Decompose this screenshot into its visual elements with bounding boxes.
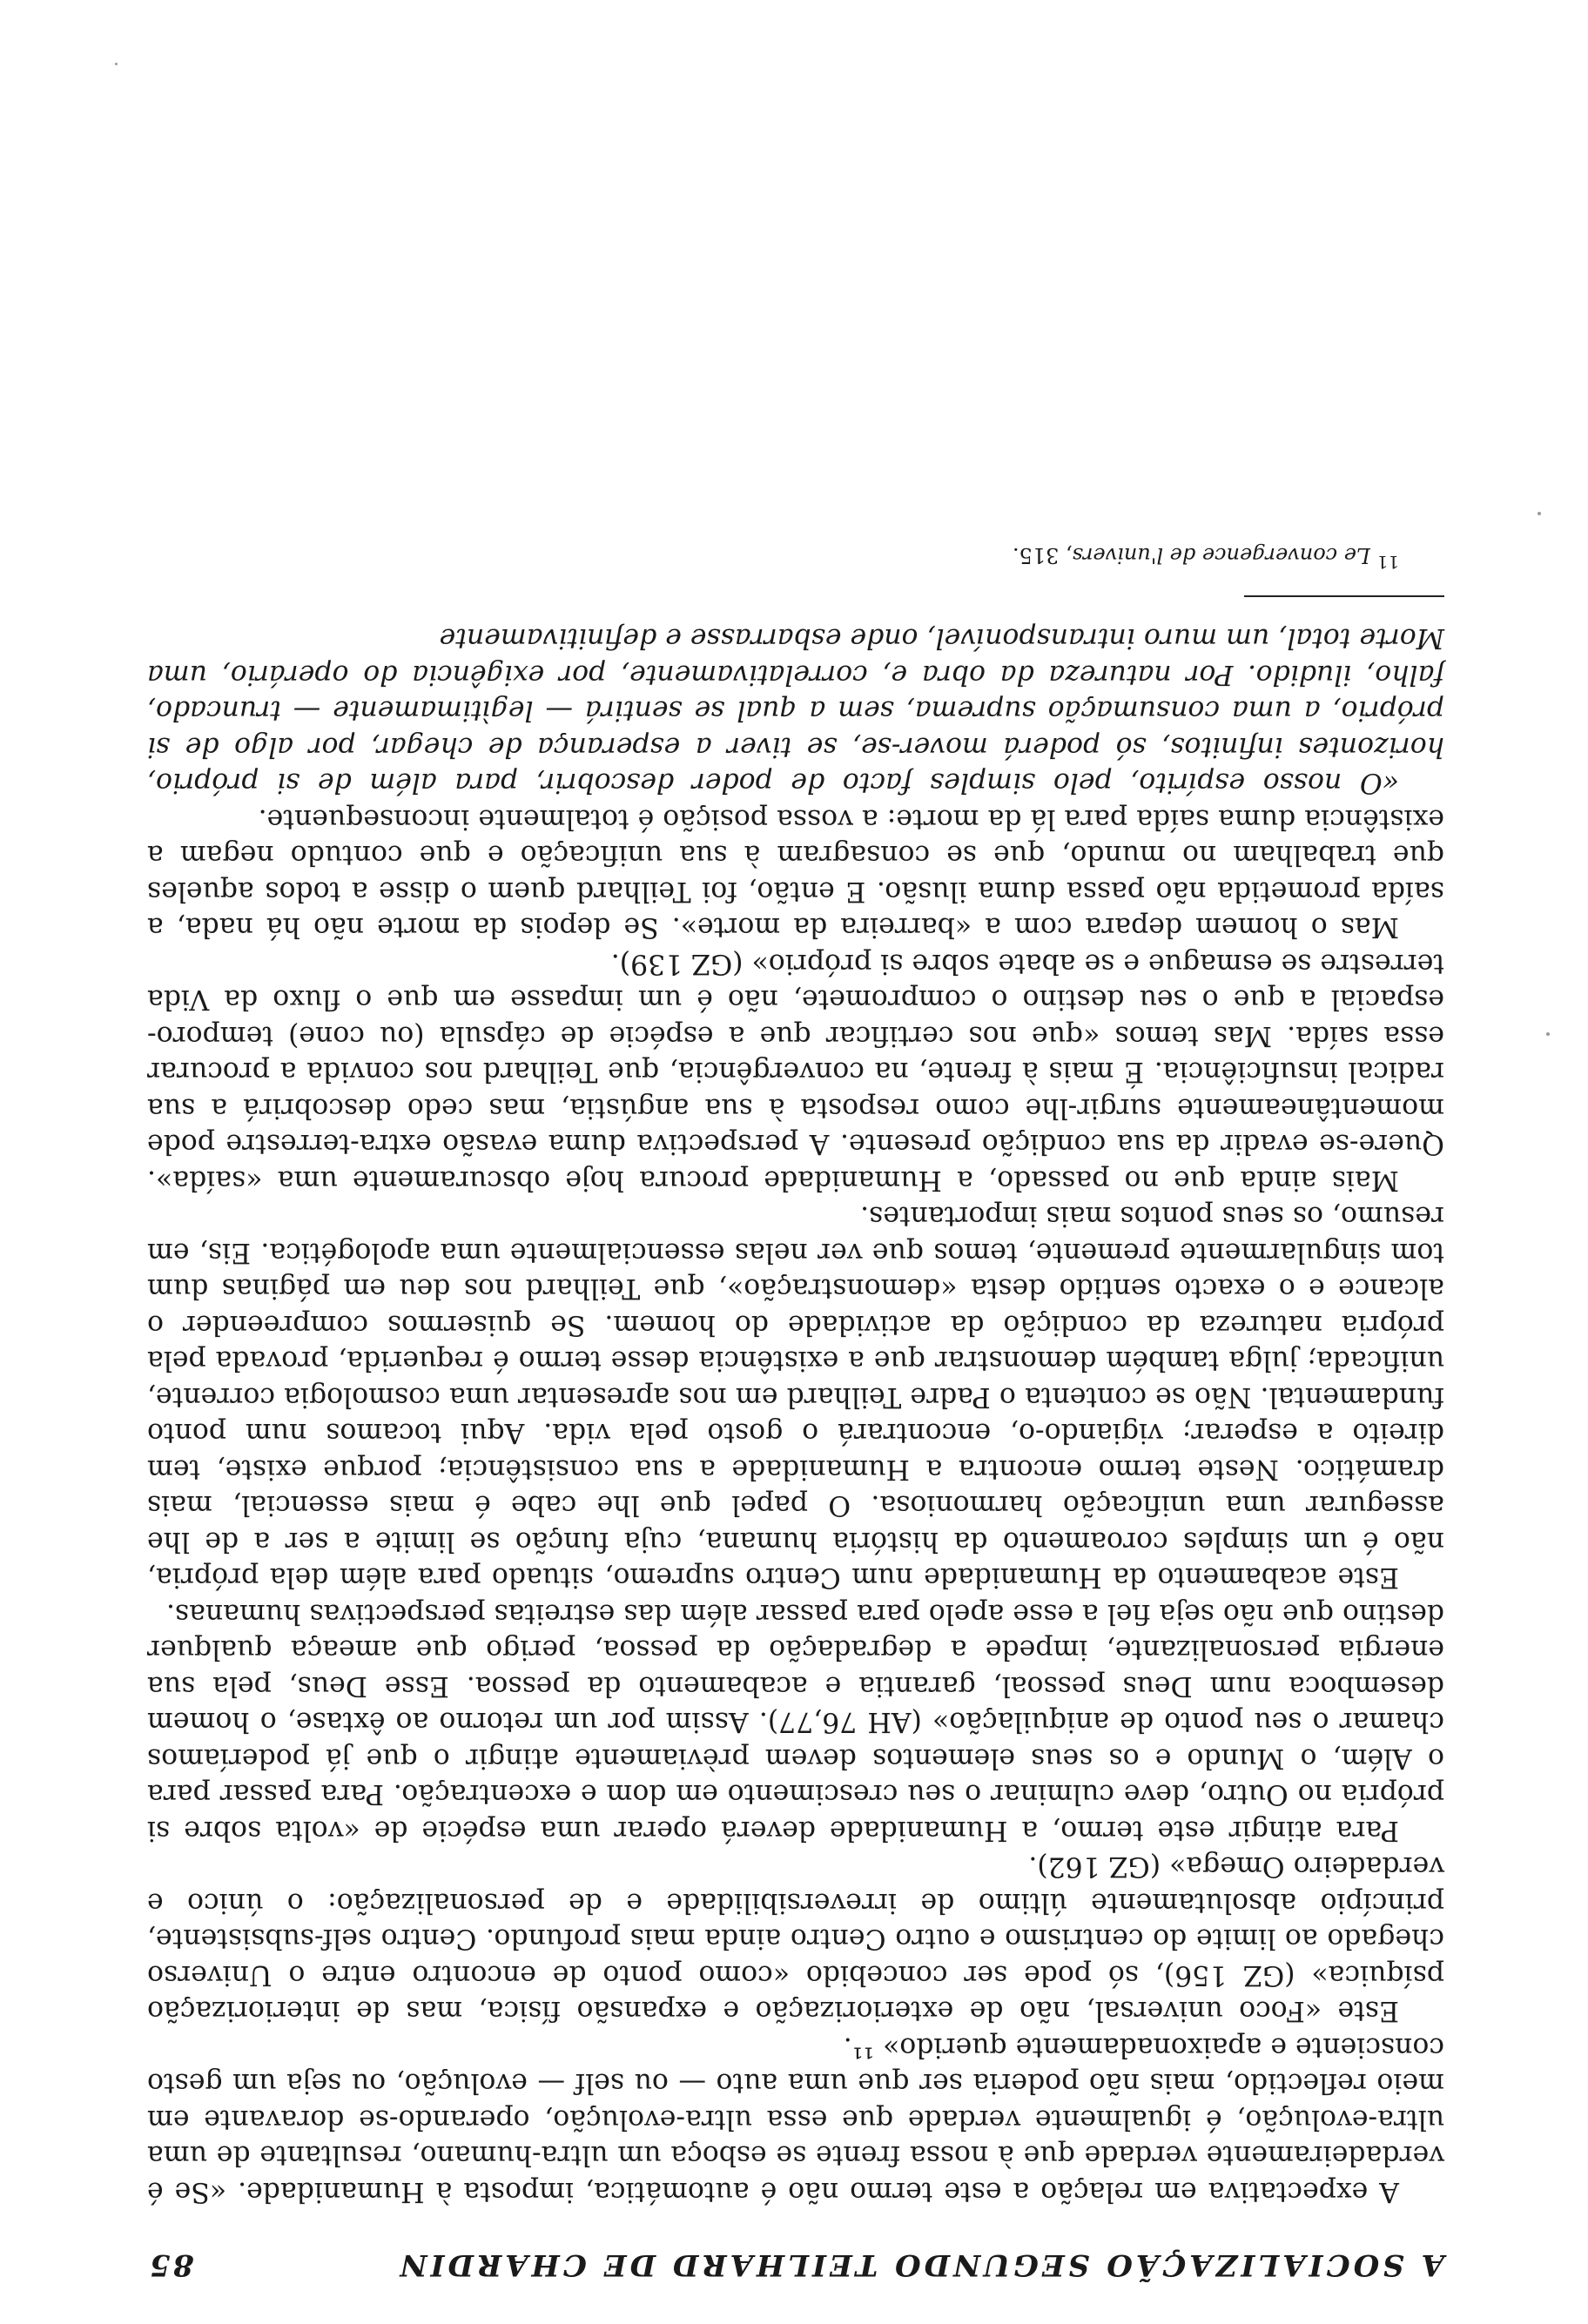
footnote [147,541,1444,576]
running-title: A SOCIALIZAÇÃO SEGUNDO TEILHARD DE CHARDIN [396,2247,1444,2282]
paragraph: Mais ainda que no passado, a Humanidade procura hoje obscuramente uma «saída». Quere-se evadir da sua condição presente. A perspectiva duma evasão extra-terrestre pode momentâneamente surgir-lhe como resposta à sua angústia, mas cedo descobrirá a sua radical insuficiência. É mais à frente, na convergência, que Teilhard nos convida a procurar essa saída. Mas temos «que nos certificar que a espécie de cápsula (ou cone) temporo-espacial a que o seu destino o compromete, não é um impasse em que o fluxo da Vida terrestre se esmague e se abate sobre si próprio» (GZ 139). [147,948,1444,1196]
paragraph: A expectativa em relação a este termo não é automática, imposta à Humanidade. «Se é verdadeiramente verdade que à nossa frente se esboça um ultra-humano, resultante de uma ultra-evolução, é igualmente verdade que essa ultra-evolução, operando-se doravante em meio reflectido, mais não poderia ser que uma auto — ou self — evolução, ou seja um gesto consciente e apaixonadamente querido» ¹¹. [147,2032,1444,2207]
paragraph: Este acabamento da Humanidade num Centro supremo, situado para além dela própria, não é um simples coroamento da história humana, cuja função se limite a ser a de lhe assegurar uma unificação harmoniosa. O papel que lhe cabe é mais essencial, mais dramático. Neste termo encontra a Humanidade a sua consistência; porque existe, tem direito a esperar; vigiando-o, encontrará o gosto pela vida. Aqui tocamos num ponto fundamental. Não se contenta o Padre Teilhard em nos apresentar uma cosmologia corrente, unificada; julga também demonstrar que a existência desse termo é requerida, provada pela própria natureza da condição da actividade do homem. Se quisermos compreender o alcance e o exacto sentido desta «demonstração», que Teilhard nos deu em páginas dum tom singularmente premente, temos que ver nelas essencialmente uma apologética. Eis, em resumo, os seus pontos mais importantes. [147,1200,1444,1594]
quoted-paragraph: «O nosso espírito, pelo simples facto de poder descobrir, para além de si próprio, horizontes infinitos, só poderá mover-se, se tiver a esperança de chegar, por algo de si próprio, a uma consumação suprema, sem a qual se sentirá — legìtimamente — truncado, falho, iludido. Por natureza da obra e, correlativamente, por exigência do operário, uma Morte total, um muro intransponível, onde esbarrasse e definitivamente [147,622,1444,799]
footnote-number: 11 [1376,552,1399,573]
running-header [147,2247,1444,2282]
paragraph: Este «Foco universal, não de exteriorização e expansão física, mas de interiorização psíquica» (GZ 156), só pode ser concebido «como ponto de encontro entre o Universo chegado ao limite do centrismo e outro Centro ainda mais profundo. Centro self-subsistente, princípio absolutamente último de irreversibilidade e de personalização: o único e verdadeiro Omega» (GZ 162). [147,1850,1444,2027]
paragraph: Mas o homem depara com a «barreira da morte». Se depois da morte não há nada, a saída prometida não passa duma ilusão. E então, foi Teilhard quem o disse a todos aqueles que trabalham no mundo, que se consagram à sua unificação e que contudo negam a existência duma saída para lá da morte: a vossa posição é totalmente inconsequente. [147,803,1444,944]
footnote-title: Le convergence de l'univers [1072,543,1370,568]
paragraph: Para atingir este termo, a Humanidade deverá operar uma espécie de «volta sobre si própria no Outro, deve culminar o seu crescimento em dom e excentração. Para passar para o Além, o Mundo e os seus elementos devem prèviamente atingir o que já poderíamos chamar o seu ponto de aniquilação» (AH 76,77). Assim por um retorno ao êxtase, o homem desemboca num Deus pessoal, garantia e acabamento da pessoa. Esse Deus, pela sua energia personalizante, impede a degradação da pessoa, perigo que ameaça qualquer destino que não seja fiel a esse apelo para passar além das estreitas perspectivas humanas. [147,1598,1444,1846]
body-text [147,620,1444,2209]
scan-speck [115,63,118,65]
footnote-page: , 315. [1012,543,1073,568]
footnote-divider [1244,595,1444,597]
scan-speck [1546,1032,1550,1036]
scan-speck [1538,512,1541,515]
page-content [147,541,1444,2282]
page-number: 85 [147,2247,194,2282]
